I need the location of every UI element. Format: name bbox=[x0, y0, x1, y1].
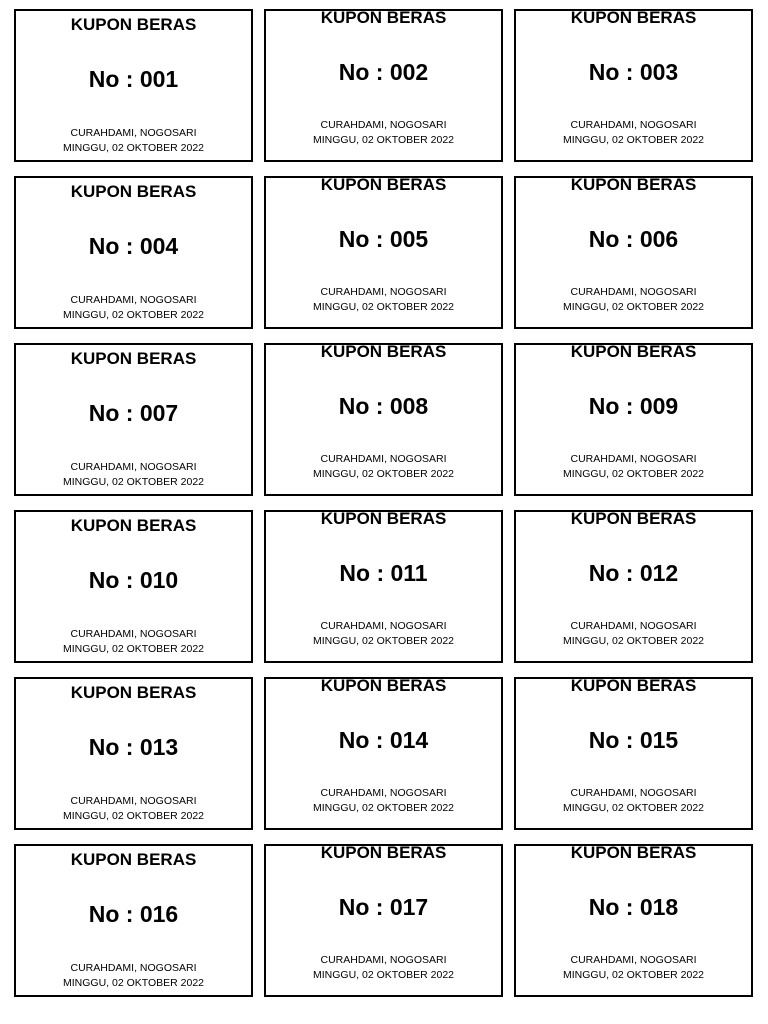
coupon-footer bbox=[266, 285, 501, 315]
coupon-title: KUPON BERAS bbox=[570, 510, 697, 528]
coupon-title: KUPON BERAS bbox=[570, 844, 697, 862]
coupon-card bbox=[514, 9, 753, 162]
coupon-footer bbox=[516, 953, 751, 983]
coupon-date: MINGGU, 02 OKTOBER 2022 bbox=[62, 476, 205, 488]
coupon-card bbox=[514, 844, 753, 997]
coupon-card bbox=[14, 9, 253, 162]
coupon-number: No : 010 bbox=[88, 567, 179, 593]
coupon-card bbox=[264, 343, 503, 496]
coupon-location: CURAHDAMI, NOGOSARI bbox=[570, 954, 697, 966]
coupon-card bbox=[14, 844, 253, 997]
coupon-number: No : 016 bbox=[88, 901, 179, 927]
coupon-date: MINGGU, 02 OKTOBER 2022 bbox=[312, 468, 455, 480]
coupon-footer bbox=[266, 953, 501, 983]
coupon-date: MINGGU, 02 OKTOBER 2022 bbox=[312, 134, 455, 146]
coupon-title: KUPON BERAS bbox=[570, 677, 697, 695]
coupon-number: No : 018 bbox=[588, 894, 679, 920]
coupon-footer bbox=[16, 126, 251, 156]
coupon-sheet bbox=[14, 9, 754, 997]
coupon-footer bbox=[516, 452, 751, 482]
coupon-location: CURAHDAMI, NOGOSARI bbox=[320, 787, 447, 799]
coupon-date: MINGGU, 02 OKTOBER 2022 bbox=[562, 635, 705, 647]
coupon-footer bbox=[16, 460, 251, 490]
coupon-footer bbox=[516, 786, 751, 816]
coupon-number: No : 001 bbox=[88, 66, 179, 92]
coupon-card bbox=[14, 677, 253, 830]
coupon-title: KUPON BERAS bbox=[570, 176, 697, 194]
coupon-footer bbox=[266, 118, 501, 148]
coupon-location: CURAHDAMI, NOGOSARI bbox=[320, 453, 447, 465]
coupon-title: KUPON BERAS bbox=[70, 15, 197, 34]
coupon-card bbox=[264, 176, 503, 329]
coupon-date: MINGGU, 02 OKTOBER 2022 bbox=[562, 134, 705, 146]
coupon-location: CURAHDAMI, NOGOSARI bbox=[320, 954, 447, 966]
coupon-title: KUPON BERAS bbox=[320, 9, 447, 27]
coupon-number: No : 006 bbox=[588, 226, 679, 252]
coupon-date: MINGGU, 02 OKTOBER 2022 bbox=[62, 142, 205, 154]
coupon-location: CURAHDAMI, NOGOSARI bbox=[70, 628, 197, 640]
coupon-location: CURAHDAMI, NOGOSARI bbox=[70, 127, 197, 139]
coupon-date: MINGGU, 02 OKTOBER 2022 bbox=[312, 802, 455, 814]
coupon-location: CURAHDAMI, NOGOSARI bbox=[70, 294, 197, 306]
coupon-footer bbox=[16, 794, 251, 824]
coupon-number: No : 004 bbox=[88, 233, 179, 259]
coupon-title: KUPON BERAS bbox=[320, 844, 447, 862]
coupon-card bbox=[264, 844, 503, 997]
coupon-date: MINGGU, 02 OKTOBER 2022 bbox=[62, 309, 205, 321]
coupon-location: CURAHDAMI, NOGOSARI bbox=[320, 286, 447, 298]
coupon-number: No : 017 bbox=[338, 894, 429, 920]
coupon-footer bbox=[16, 627, 251, 657]
coupon-date: MINGGU, 02 OKTOBER 2022 bbox=[312, 969, 455, 981]
coupon-title: KUPON BERAS bbox=[70, 182, 197, 201]
coupon-footer bbox=[516, 118, 751, 148]
coupon-location: CURAHDAMI, NOGOSARI bbox=[70, 962, 197, 974]
coupon-title: KUPON BERAS bbox=[320, 176, 447, 194]
coupon-footer bbox=[516, 285, 751, 315]
coupon-footer bbox=[266, 786, 501, 816]
coupon-title: KUPON BERAS bbox=[320, 510, 447, 528]
coupon-location: CURAHDAMI, NOGOSARI bbox=[570, 620, 697, 632]
coupon-location: CURAHDAMI, NOGOSARI bbox=[70, 461, 197, 473]
coupon-number: No : 015 bbox=[588, 727, 679, 753]
coupon-location: CURAHDAMI, NOGOSARI bbox=[570, 453, 697, 465]
coupon-card bbox=[514, 176, 753, 329]
coupon-footer bbox=[516, 619, 751, 649]
coupon-location: CURAHDAMI, NOGOSARI bbox=[70, 795, 197, 807]
coupon-number: No : 003 bbox=[588, 59, 679, 85]
coupon-card bbox=[14, 343, 253, 496]
coupon-title: KUPON BERAS bbox=[70, 349, 197, 368]
coupon-date: MINGGU, 02 OKTOBER 2022 bbox=[562, 468, 705, 480]
coupon-number: No : 005 bbox=[338, 226, 429, 252]
coupon-date: MINGGU, 02 OKTOBER 2022 bbox=[62, 810, 205, 822]
coupon-card bbox=[14, 176, 253, 329]
coupon-card bbox=[264, 677, 503, 830]
coupon-date: MINGGU, 02 OKTOBER 2022 bbox=[62, 977, 205, 989]
coupon-location: CURAHDAMI, NOGOSARI bbox=[570, 787, 697, 799]
coupon-number: No : 002 bbox=[338, 59, 429, 85]
coupon-date: MINGGU, 02 OKTOBER 2022 bbox=[562, 969, 705, 981]
coupon-number: No : 008 bbox=[338, 393, 429, 419]
coupon-title: KUPON BERAS bbox=[70, 683, 197, 702]
coupon-number: No : 007 bbox=[88, 400, 179, 426]
coupon-title: KUPON BERAS bbox=[70, 850, 197, 869]
coupon-title: KUPON BERAS bbox=[320, 677, 447, 695]
coupon-location: CURAHDAMI, NOGOSARI bbox=[320, 119, 447, 131]
coupon-card bbox=[514, 677, 753, 830]
coupon-number: No : 013 bbox=[88, 734, 179, 760]
coupon-date: MINGGU, 02 OKTOBER 2022 bbox=[62, 643, 205, 655]
coupon-card bbox=[514, 510, 753, 663]
coupon-card bbox=[14, 510, 253, 663]
coupon-number: No : 012 bbox=[588, 560, 679, 586]
coupon-date: MINGGU, 02 OKTOBER 2022 bbox=[562, 301, 705, 313]
coupon-card bbox=[264, 9, 503, 162]
coupon-card bbox=[264, 510, 503, 663]
coupon-location: CURAHDAMI, NOGOSARI bbox=[570, 119, 697, 131]
coupon-footer bbox=[16, 293, 251, 323]
coupon-number: No : 011 bbox=[339, 560, 428, 586]
coupon-location: CURAHDAMI, NOGOSARI bbox=[320, 620, 447, 632]
coupon-footer bbox=[266, 452, 501, 482]
coupon-date: MINGGU, 02 OKTOBER 2022 bbox=[312, 301, 455, 313]
coupon-number: No : 014 bbox=[338, 727, 429, 753]
coupon-title: KUPON BERAS bbox=[570, 343, 697, 361]
coupon-card bbox=[514, 343, 753, 496]
coupon-footer bbox=[266, 619, 501, 649]
coupon-title: KUPON BERAS bbox=[320, 343, 447, 361]
coupon-title: KUPON BERAS bbox=[570, 9, 697, 27]
coupon-footer bbox=[16, 961, 251, 991]
coupon-date: MINGGU, 02 OKTOBER 2022 bbox=[562, 802, 705, 814]
coupon-date: MINGGU, 02 OKTOBER 2022 bbox=[312, 635, 455, 647]
coupon-title: KUPON BERAS bbox=[70, 516, 197, 535]
coupon-location: CURAHDAMI, NOGOSARI bbox=[570, 286, 697, 298]
coupon-number: No : 009 bbox=[588, 393, 679, 419]
